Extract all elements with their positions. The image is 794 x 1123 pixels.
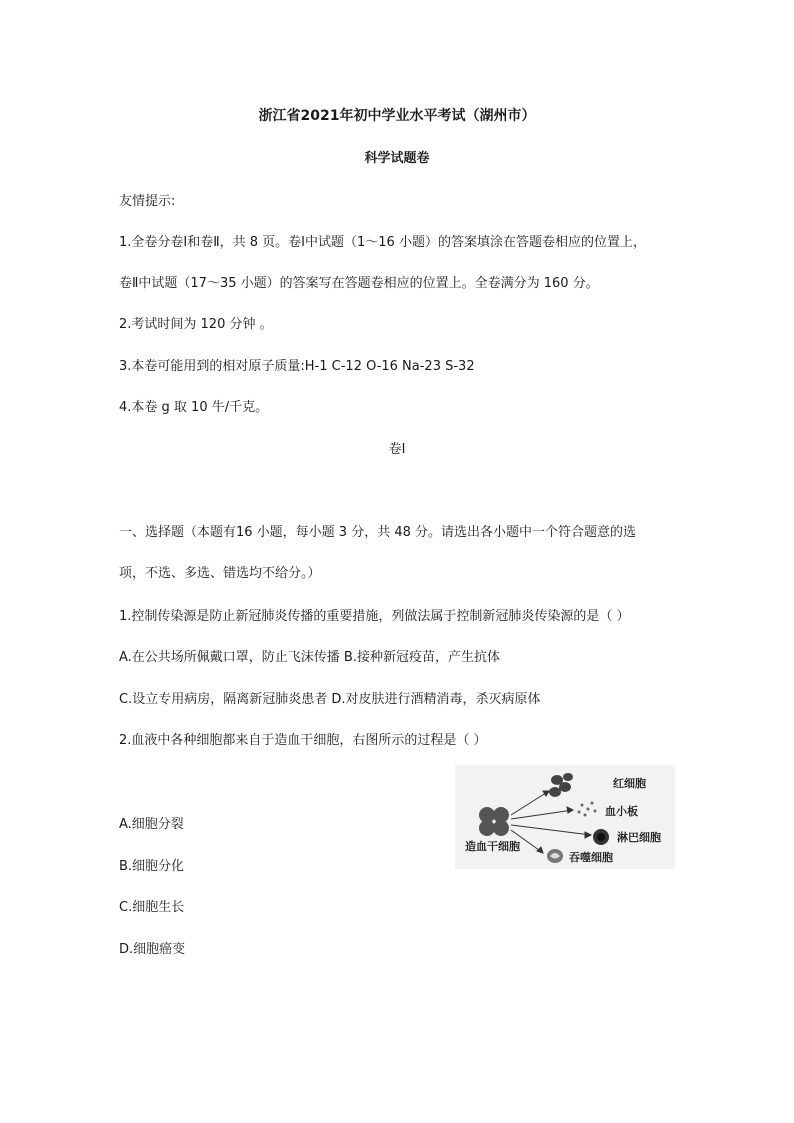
page-title: 浙江省2021年初中学业水平考试（湖州市） xyxy=(258,108,536,124)
platelet-icon xyxy=(578,802,597,817)
question-stem: 1.控制传染源是防止新冠肺炎传播的重要措施，列做法属于控制新冠肺炎传染源的是（ ） xyxy=(119,609,630,624)
tips-line: 卷Ⅱ中试题（17～35 小题）的答案写在答题卷相应的位置上。全卷满分为 160 分。 xyxy=(119,276,599,291)
section-instructions: 一、选择题（本题有16 小题，每小题 3 分，共 48 分。请选出各小题中一个符合题意的选 xyxy=(119,525,637,540)
tips-line: 4.本卷 g 取 10 牛/千克。 xyxy=(119,400,269,415)
tips-heading: 友情提示: xyxy=(119,194,176,209)
page-subtitle: 科学试题卷 xyxy=(364,151,430,166)
differentiation-arrows xyxy=(511,791,591,853)
section-instructions: 项，不选、多选、错选均不给分。） xyxy=(119,566,321,581)
question-option: C.细胞生长 xyxy=(119,900,185,915)
stem-cell-icon xyxy=(479,807,509,836)
question-options: A.在公共场所佩戴口罩，防止飞沫传播 B.接种新冠疫苗，产生抗体 xyxy=(119,650,500,665)
volume-heading: 卷Ⅰ xyxy=(388,442,406,457)
question-option: D.细胞癌变 xyxy=(119,942,186,957)
tips-line: 1.全卷分卷Ⅰ和卷Ⅱ，共 8 页。卷Ⅰ中试题（1～16 小题）的答案填涂在答题卷相应的位置上， xyxy=(119,235,646,250)
question-stem: 2.血液中各种细胞都来自于造血干细胞，右图所示的过程是（ ） xyxy=(119,733,487,748)
tips-line: 3.本卷可能用到的相对原子质量:H-1 C-12 O-16 Na-23 S-32 xyxy=(119,359,475,374)
question-option: A.细胞分裂 xyxy=(119,817,184,832)
lymphocyte-icon xyxy=(593,829,609,845)
phagocyte-label: 吞噬细胞 xyxy=(569,851,613,864)
blood-cell-differentiation-figure xyxy=(455,765,675,869)
red-cell-icon xyxy=(549,773,573,797)
lymphocyte-label: 淋巴细胞 xyxy=(617,831,661,844)
question-options: C.设立专用病房，隔离新冠肺炎患者 D.对皮肤进行酒精消毒，杀灭病原体 xyxy=(119,692,541,707)
red-cell-label: 红细胞 xyxy=(613,777,646,790)
question-option: B.细胞分化 xyxy=(119,859,185,874)
tips-line: 2.考试时间为 120 分钟 。 xyxy=(119,317,273,332)
platelet-label: 血小板 xyxy=(605,805,638,818)
stem-cell-label: 造血干细胞 xyxy=(465,840,520,853)
phagocyte-icon xyxy=(547,849,563,863)
